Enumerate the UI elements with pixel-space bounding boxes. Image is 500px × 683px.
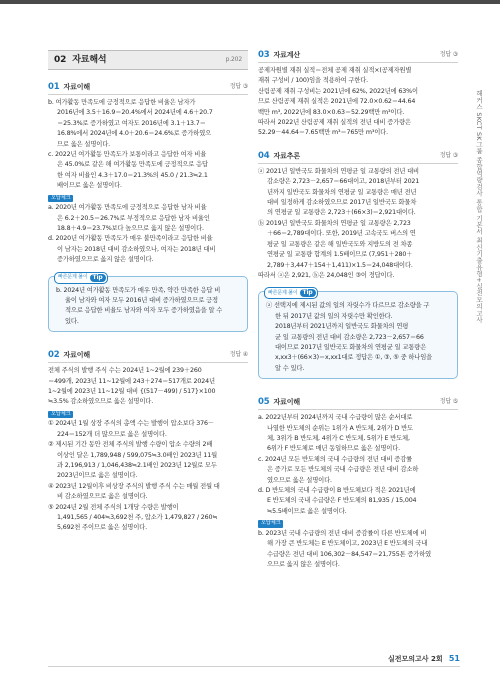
text-line: 2023년이므로 옳은 설명이다.	[57, 472, 138, 480]
text-line: ⓐ 2021년 일반국도 화물차의 연평균 일 교통량의 전년 대비	[258, 167, 419, 175]
text-line: 따라서 ⓐ은 2,921, ⓑ은 24,048인 ③이 정답이다.	[258, 271, 395, 279]
text-line: 적으로 응답한 비율도 남자와 여자 모두 증가하였음을 알 수	[65, 307, 223, 315]
section-header	[48, 50, 248, 70]
question-04-body	[258, 167, 458, 281]
answer-label: 정답 ⑤	[439, 398, 458, 406]
text-line: ＝499개, 2023년 11~12월에 243＋274＝517개로 2024년	[48, 377, 215, 385]
section-number: 02	[54, 54, 67, 65]
text-line: 전체 주식의 발행 주식 수는 2024년 1~2월에 239＋260	[48, 367, 202, 375]
wrong-answer-check-tag: 오답체크	[258, 520, 283, 528]
question-type: 자료추론	[273, 151, 300, 160]
text-line: 으므로 옳지 않은 설명이다.	[267, 560, 340, 568]
text-line: b. 2024년 여가활동 만족도가 매우 만족, 약간 만족한 응답 비	[56, 286, 221, 294]
tip-label: 빠른문제 풀이 Tip	[264, 287, 318, 299]
section-page-ref: p.202	[225, 55, 242, 63]
question-number: 05	[258, 397, 270, 408]
text-line: 므로 산림공제 재취 실적은 2021년에 72.0×0.62＝44.64	[258, 98, 416, 106]
text-line: 년까지 일반국도 화물차의 연평균 일 교통량은 매년 전년	[267, 188, 417, 196]
question-04-header	[258, 151, 458, 164]
text-line: 따라서 2022년 산림공제 재취 실적의 전년 대비 증가량은	[258, 119, 411, 127]
text-line: 1,491,565 / 404≒3,692천 주, 압소가 1,479,827 / 260≒	[57, 514, 218, 521]
text-line: ≒5.5배이므로 옳은 설명이다.	[267, 507, 347, 515]
question-03-body	[258, 66, 458, 139]
question-01-body	[48, 98, 248, 192]
text-line: 16.8%에서 2024년에 4.0＋20.6＝24.6%로 증가하였으	[57, 130, 212, 138]
text-line: b. 여가활동 만족도에 긍정적으로 응답한 비율은 남자가	[48, 99, 196, 106]
text-line: 연평균 일 교통량 합계의 1.5배이므로 (7,951＋280＋	[267, 251, 413, 259]
text-line: d. D 반도체의 국내 수급량이 B 반도체보다 적은 2021년에	[258, 487, 416, 494]
text-line: 이 남자는 2018년 대비 감소하였으나, 여자는 2018년 대비	[57, 245, 216, 253]
question-number: 01	[48, 82, 60, 92]
text-line: 나열한 반도체의 순위는 1위가 A 반도체, 2위가 D 반도	[267, 424, 413, 432]
answer-label: 정답 ③	[229, 83, 248, 90]
text-line: ＋66＝2,789대이다. 또한, 2019년 고속국도 버스의 연	[267, 230, 416, 238]
top-bar	[0, 0, 500, 4]
answer-label: 정답 ④	[229, 351, 248, 359]
question-type: 자료이해	[63, 351, 90, 360]
text-line: d. 2020년 여가활동 만족도가 매우 불만족이라고 응답한 비율	[48, 235, 213, 243]
text-line: 므로 옳은 설명이다.	[57, 140, 111, 148]
question-type: 자료이해	[273, 398, 300, 407]
text-line: 산림공제 재취 구성비는 2021년에 62%, 2022년에 63%이	[258, 87, 418, 95]
footer-divider	[48, 666, 460, 667]
answer-value: ⑤	[452, 398, 458, 406]
text-line: 6위가 F 반도체로 매년 동일하므로 옳은 설명이다.	[267, 445, 401, 453]
tip-badge: Tip	[300, 289, 316, 297]
text-line: ② 제시된 기간 동안 전체 주식의 발행 수량이 압소 수량의 2배	[48, 441, 213, 449]
text-line: 비 감소하였으므로 옳은 설명이다.	[57, 493, 148, 501]
text-line: 2016년에 3.5＋16.9＝20.4%에서 2024년에 4.6＋20.7	[57, 109, 213, 117]
text-line: 대이므로 2017년 일반국도 화물차의 연평균 일 교통량은	[275, 343, 427, 351]
question-05-body	[258, 413, 458, 517]
text-line: x,xx3＋(66×3)＝x,xx1대로 정답은 ①, ③, ⑤ 중 하나임을	[275, 354, 433, 362]
text-line: 한 뒤 2017년 값의 일의 자릿수만 확인한다.	[275, 312, 393, 320]
footer-title: 실전모의고사 2회	[387, 655, 443, 663]
wrong-answer-body	[48, 203, 248, 265]
text-line: 감소량은 2,723－2,657＝66대이고, 2018년부터 2021	[267, 178, 420, 186]
text-line: 백만 m³, 2022년에 83.0×0.63＝52.29백만 m³이다.	[258, 108, 405, 116]
text-line: 평균 일 교통량은 같은 해 일반국도와 지방도의 전 차종	[267, 240, 413, 248]
text-line: 2,789＋3,447＋154＋1,411)×1.5＝24,048대이다.	[267, 261, 413, 269]
wrong-answer-body	[48, 419, 248, 533]
text-line: 알 수 있다.	[275, 364, 305, 372]
text-line: 은 증가로 모든 반도체의 국내 수급량은 전년 대비 감소하	[267, 466, 419, 474]
text-line: 1~2월에 2023년 11~12월 대비 {(517－499) / 517}×100	[48, 388, 216, 396]
wrong-answer-check-tag: 오답체크	[48, 411, 73, 419]
text-line: 율이 남자와 여자 모두 2016년 대비 증가하였으므로 긍정	[65, 297, 218, 304]
text-line: 한 여자 비율인 4.3＋17.0＝21.3%의 45.0 / 21.3≒2.1	[57, 171, 208, 179]
question-05-header	[258, 397, 458, 410]
text-line: ≒3.5% 감소하였으므로 옳은 설명이다.	[48, 398, 154, 406]
text-line: 해 가장 큰 반도체는 E 반도체이고, 2023년 E 반도체의 국내	[267, 540, 428, 548]
quick-solve-tip-box	[258, 291, 458, 379]
question-number: 04	[258, 150, 270, 161]
text-line: 증가하였으므로 옳지 않은 설명이다.	[57, 256, 154, 264]
answer-value: ③	[242, 83, 248, 90]
text-line: 과 2,196,913 / 1,046,438≒2.1배인 2023년 12월로 모두	[57, 461, 217, 469]
question-03-header	[258, 50, 458, 63]
page-number: 51	[448, 654, 460, 663]
question-number: 03	[258, 50, 270, 60]
answer-value: ③	[452, 151, 458, 159]
answer-value: ③	[452, 51, 458, 58]
left-column	[48, 50, 248, 534]
text-line: 의 연평균 일 교통량은 2,723＋(66×3)＝2,921대이다.	[267, 209, 416, 217]
answer-value: ④	[242, 351, 248, 359]
text-line: 균 일 교통량의 전년 대비 감소량은 2,723－2,657＝66	[275, 333, 424, 341]
question-type: 자료계산	[273, 51, 300, 59]
text-line: ⑤ 2024년 2월 전체 주식의 1개당 수량은 발행이	[48, 503, 179, 511]
tip-label: 빠른문제 풀이 Tip	[54, 272, 108, 284]
quick-solve-tip-box	[48, 273, 248, 333]
question-02-header	[48, 350, 248, 363]
text-line: E 반도체의 국내 수급량은 F 반도체의 81,935 / 15,004	[267, 497, 417, 505]
text-line: c. 2022년 여가활동 만족도가 보통이라고 응답한 여자 비율	[48, 151, 207, 159]
text-line: 은 6.2＋20.5＝26.7%로 부정적으로 응답한 남자 비율인	[57, 214, 210, 222]
text-line: 배이므로 옳은 설명이다.	[57, 182, 122, 190]
text-line: 였으므로 옳은 설명이다.	[267, 476, 332, 484]
text-line: 수급량은 전년 대비 106,302－84,547＝21,755톤 증가하였	[267, 550, 432, 558]
section-title: 자료해석	[72, 54, 107, 65]
wrong-answer-body	[258, 529, 458, 571]
text-line: 있다.	[65, 317, 79, 325]
question-number: 02	[48, 350, 60, 361]
text-line: b. 2023년 국내 수급량의 전년 대비 증감률이 다른 반도체에 비	[258, 529, 427, 537]
text-line: 체, 3위가 B 반도체, 4위가 C 반도체, 5위가 E 반도체,	[267, 434, 410, 442]
text-line: 2018년부터 2021년까지 일반국도 화물차의 연평	[275, 323, 409, 331]
text-line: 18.8＋4.9＝23.7%보다 높으므로 옳지 않은 설명이다.	[57, 224, 204, 232]
text-line: 52.29－44.64＝7.65백만 m³＝765만 m³이다.	[258, 129, 388, 137]
question-01-header	[48, 82, 248, 95]
text-line: a. 2022년부터 2024년까지 국내 수급량이 많은 순서대로	[258, 414, 413, 422]
question-02-body	[48, 366, 248, 408]
text-line: ⓑ 2019년 일반국도 화물차의 연평균 일 교통량은 2,723	[258, 219, 411, 227]
tip-badge: Tip	[90, 274, 106, 282]
right-column	[258, 50, 458, 570]
answer-label: 정답 ③	[439, 51, 458, 58]
text-line: 은 45.0%로 같은 해 여가활동 만족도에 긍정적으로 응답	[57, 161, 208, 169]
page-footer	[360, 654, 460, 664]
text-line: 공제자원별 재취 실적＝전체 공제 재취 실적×(공제자원별	[258, 67, 412, 74]
text-line: c. 2024년 모든 반도체의 국내 수급량의 전년 대비 증감률	[258, 455, 413, 463]
wrong-answer-check-tag: 오답체크	[48, 195, 73, 203]
question-type: 자료이해	[63, 83, 90, 91]
side-book-title: 해커스 SKCT SK그룹 종합역량검사 통합 기본서 최신기출유형+실전모의고사	[475, 90, 483, 323]
text-line: 5,692천 주이므로 옳은 설명이다.	[57, 524, 147, 532]
text-line: 224＝152개 더 많으므로 옳은 설명이다.	[57, 430, 167, 438]
text-line: a. 2020년 여가활동 만족도에 긍정적으로 응답한 남자 비율	[48, 204, 207, 212]
text-line: ＝25.3%로 증가하였고 여자도 2016년에 3.1＋13.7＝	[57, 119, 206, 127]
text-line: ④ 2023년 12월이후 비상장 주식의 발행 주식 수는 매월 전월 대	[48, 482, 220, 490]
text-line: 이상인 달은 1,789,948 / 599,075≒3.0배인 2023년 11월	[57, 451, 217, 459]
answer-label: 정답 ③	[439, 151, 458, 159]
text-line: 대비 일정하게 감소하였으므로 2017년 일반국도 화물차	[267, 199, 417, 207]
text-line: ⓐ 선택지에 제시된 값의 일의 자릿수가 다르므로 감소량을 구	[266, 302, 430, 310]
text-line: 재취 구성비 / 100)임을 적용하여 구한다.	[258, 77, 369, 85]
text-line: ① 2024년 1월 상장 주식의 총액 수는 발행이 압소보다 376－	[48, 420, 214, 428]
